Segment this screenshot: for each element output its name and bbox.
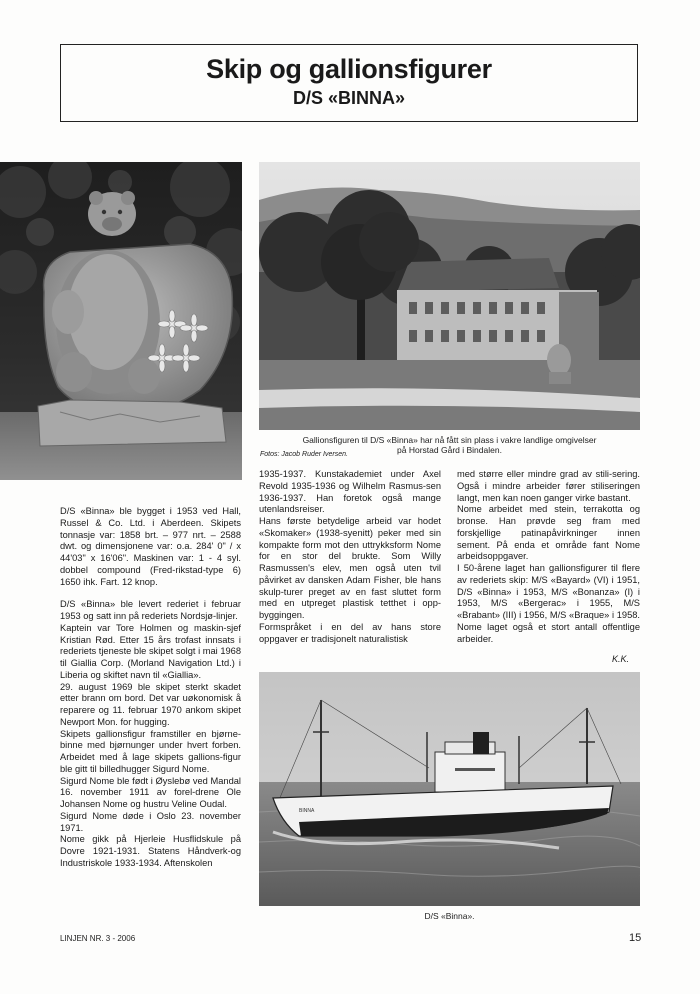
paragraph: D/S «Binna» ble bygget i 1953 ved Hall, Russel & Co. Ltd. i Aberdeen. Skipets tonnasje var: 1858 brt. – 977 nrt. – 2588 dwt. og dimensjonene var: o.a. 284' 0" / x 44'03" x 16'06". Maskinen var: 1 - 4 syl. dobbel compound (Fred-rikstad-type 6) 1650 ihk. Fart. 12 knop. (60, 506, 241, 587)
farm-caption-line2: på Horstad Gård i Bindalen. (397, 445, 502, 455)
hull-name: BINNA (299, 808, 315, 814)
footer-publication: LINJEN NR. 3 - 2006 (60, 934, 136, 943)
paragraph: Nome gikk på Hjerleie Husflidskule på Dovre 1921-1931. Statens Håndverk-og Industriskole 1933-1934. Aftenskolen (60, 834, 241, 868)
title-box (60, 44, 638, 122)
paragraph: Formspråket i en del av hans store oppgaver er tradisjonelt naturalistisk (259, 621, 441, 644)
page-number: 15 (629, 932, 642, 944)
paragraph: Sigurd Nome ble født i Øyslebø ved Mandal 16. november 1911 av forel-drene Ole Johansen Nome og hustru Veline Oudal. (60, 775, 241, 809)
paragraph: 1935-1937. Kunstakademiet under Axel Revold 1935-1936 og Wilhelm Rasmus-sen 1936-1937. Han foretok også mange utenlandsreiser. (259, 469, 441, 515)
page-subtitle: D/S «BINNA» (292, 88, 406, 108)
paragraph: med større eller mindre grad av stili-sering. Også i mindre arbeider fører stiliseringen langt, men kan noen ganger virke bastant. (457, 469, 640, 503)
column-3 (457, 469, 640, 645)
page-title: Skip og gallionsfigurer (206, 54, 492, 84)
ship-caption: D/S «Binna». (424, 911, 475, 921)
farm-photo (259, 162, 640, 430)
column-2 (259, 469, 441, 645)
paragraph: Sigurd Nome døde i Oslo 23. november 1971. (60, 810, 241, 833)
ship-photo (259, 672, 640, 906)
paragraph: Hans første betydelige arbeid var hodet «Skomaker» (1938-syenitt) peker med sin kompakte form mot den uttrykksform Nome for en stor del brukte. Som Willy Rasmussen's elev, men også uten tvil påvirket av dansken Adam Fisher, ble hans skulp-turer preget av en fast sluttet form med en utpreget plastisk tetthet i opp-byggingen. (259, 516, 441, 620)
paragraph: D/S «Binna» ble levert rederiet i februar 1953 og satt inn på rederiets Nordsjø-linjer. (60, 599, 241, 621)
farm-caption-line1: Gallionsfiguren til D/S «Binna» har nå fått sin plass i vakre landlige omgivelser (302, 435, 597, 445)
author-signature: K.K. (612, 654, 630, 664)
column-1 (60, 506, 241, 870)
paragraph: Nome arbeidet med stein, terrakotta og bronse. Han prøvde seg fram med forskjellige patinapåvirkninger innen sement. På enda et område fant Nome arbeidsoppgaver. (457, 504, 640, 562)
photo-credit: Fotos: Jacob Ruder Iversen. (260, 451, 348, 458)
paragraph: Skipets gallionsfigur framstiller en bjørne-binne med bjørnunger under hvert forben. Arbeidet med å lage skipets gallions-figur ble gitt til billedhugger Sigurd Nome. (60, 728, 241, 774)
figurehead-photo (0, 162, 242, 480)
paragraph: Kaptein var Tore Holmen og maskin-sjef Kristian Rød. Etter 15 års trofast innsats i rederiets tjeneste ble skipet solgt i mai 1968 til Giallia Corp. (Morland Navigation Ltd.) i Liberia og skiftet navn til «Giallia». (60, 622, 241, 680)
paragraph: 29. august 1969 ble skipet sterkt skadet etter brann om bord. Det var uøkonomisk å reparere og 11. februar 1970 ankom skipet Newport Mon. for hugging. (60, 681, 241, 727)
paragraph: I 50-årene laget han gallionsfigurer til flere av rederiets skip: M/S «Bayard» (VI) i 1951, D/S «Binna» i 1953, M/S «Bonanza» (I) i 1953, M/S «Bergerac» i 1955, M/S «Brabant» (III) i 1956, M/S «Braque» i 1958. Nome laget også et stort antall offentlige arbeider. (457, 563, 640, 644)
